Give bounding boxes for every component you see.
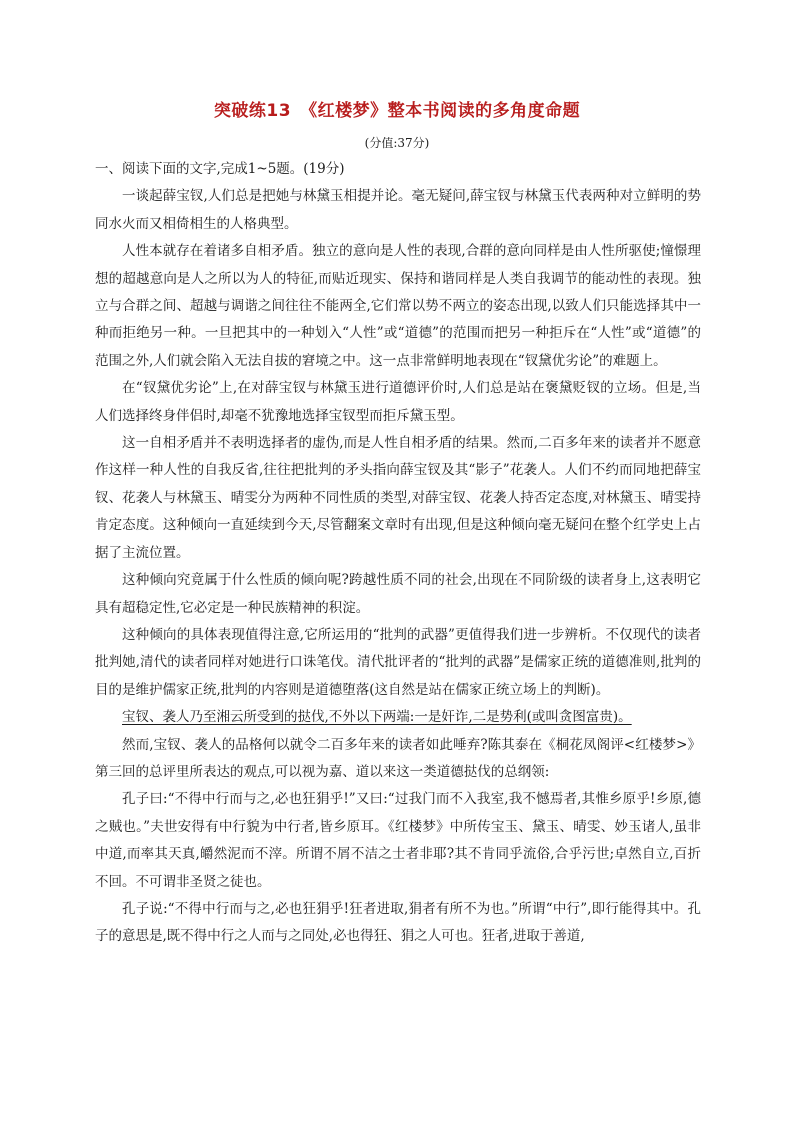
paragraph: 一谈起薛宝钗,人们总是把她与林黛玉相提并论。毫无疑问,薛宝钗与林黛玉代表两种对立鲜明的势同水火而又相倚相生的人格典型。: [95, 188, 701, 232]
score-note: (分值:37分): [364, 136, 430, 150]
underlined-sentence: 宝钗、袭人乃至湘云所受到的挞伐,不外以下两端:一是奸诈,二是势利(或叫贪图富贵)。: [122, 709, 632, 726]
underlined-paragraph: [95, 704, 701, 731]
section-heading: 一、阅读下面的文字,完成1~5题。(19分): [95, 161, 345, 177]
paragraph: 人性本就存在着诸多自相矛盾。独立的意向是人性的表现,合群的意向同样是由人性所驱使;憧憬理想的超越意向是人之所以为人的特征,而贴近现实、保持和谐同样是人类自我调节的能动性的表现。独立与合群之间、超越与调谐之间往往不能两全,它们常以势不两立的姿态出现,以致人们只能选择其中一种而拒绝另一种。一旦把其中的一种划入“人性”或“道德”的范围而把另一种拒斥在“人性”或“道德”的范围之外,人们就会陷入无法自拔的窘境之中。这一点非常鲜明地表现在“钗黛优劣论”的难题上。: [95, 243, 701, 369]
paragraph: 这种倾向究竟属于什么性质的倾向呢?跨越性质不同的社会,出现在不同阶级的读者身上,这表明它具有超稳定性,它必定是一种民族精神的积淀。: [95, 572, 701, 616]
paragraph: 这种倾向的具体表现值得注意,它所运用的“批判的武器”更值得我们进一步辨析。不仅现代的读者批判她,清代的读者同样对她进行口诛笔伐。清代批评者的“批判的武器”是儒家正统的道德准则,批判的目的是维护儒家正统,批判的内容则是道德堕落(这自然是站在儒家正统立场上的判断)。: [95, 626, 701, 698]
paragraph: 在“钗黛优劣论”上,在对薛宝钗与林黛玉进行道德评价时,人们总是站在褒黛贬钗的立场。但是,当人们选择终身伴侣时,却毫不犹豫地选择宝钗型而拒斥黛玉型。: [95, 380, 701, 424]
paragraph: 然而,宝钗、袭人的品格何以就令二百多年来的读者如此唾弃?陈其泰在《桐花凤阁评<红楼梦>》第三回的总评里所表达的观点,可以视为嘉、道以来这一类道德挞伐的总纲领:: [95, 736, 701, 780]
document-body: [95, 156, 701, 951]
paragraph: 这一自相矛盾并不表明选择者的虚伪,而是人性自相矛盾的结果。然而,二百多年来的读者并不愿意作这样一种人性的自我反省,往往把批判的矛头指向薛宝钗及其“影子”花袭人。人们不约而同地把薛宝钗、花袭人与林黛玉、晴雯分为两种不同性质的类型,对薛宝钗、花袭人持否定态度,对林黛玉、晴雯持肯定态度。这种倾向一直延续到今天,尽管翻案文章时有出现,但是这种倾向毫无疑问在整个红学史上占据了主流位置。: [95, 435, 701, 561]
quoted-paragraph: 孔子曰:“不得中行而与之,必也狂狷乎!”又曰:“过我门而不入我室,我不憾焉者,其惟乡原乎!乡原,德之贼也。”夫世安得有中行貌为中行者,皆乡原耳。《红楼梦》中所传宝玉、黛玉、晴雯、妙玉诸人,虽非中道,而率其天真,皭然泥而不滓。所谓不屑不洁之士者非耶?其不肯同乎流俗,合乎污世;卓然自立,百折不回。不可谓非圣贤之徒也。: [95, 791, 701, 890]
page-title: 突破练13 《红楼梦》整本书阅读的多角度命题: [213, 101, 581, 121]
paragraph: 孔子说:“不得中行而与之,必也狂狷乎!狂者进取,狷者有所不为也。”所谓“中行”,即行能得其中。孔子的意思是,既不得中行之人而与之同处,必也得狂、狷之人可也。狂者,进取于善道,: [95, 900, 701, 945]
